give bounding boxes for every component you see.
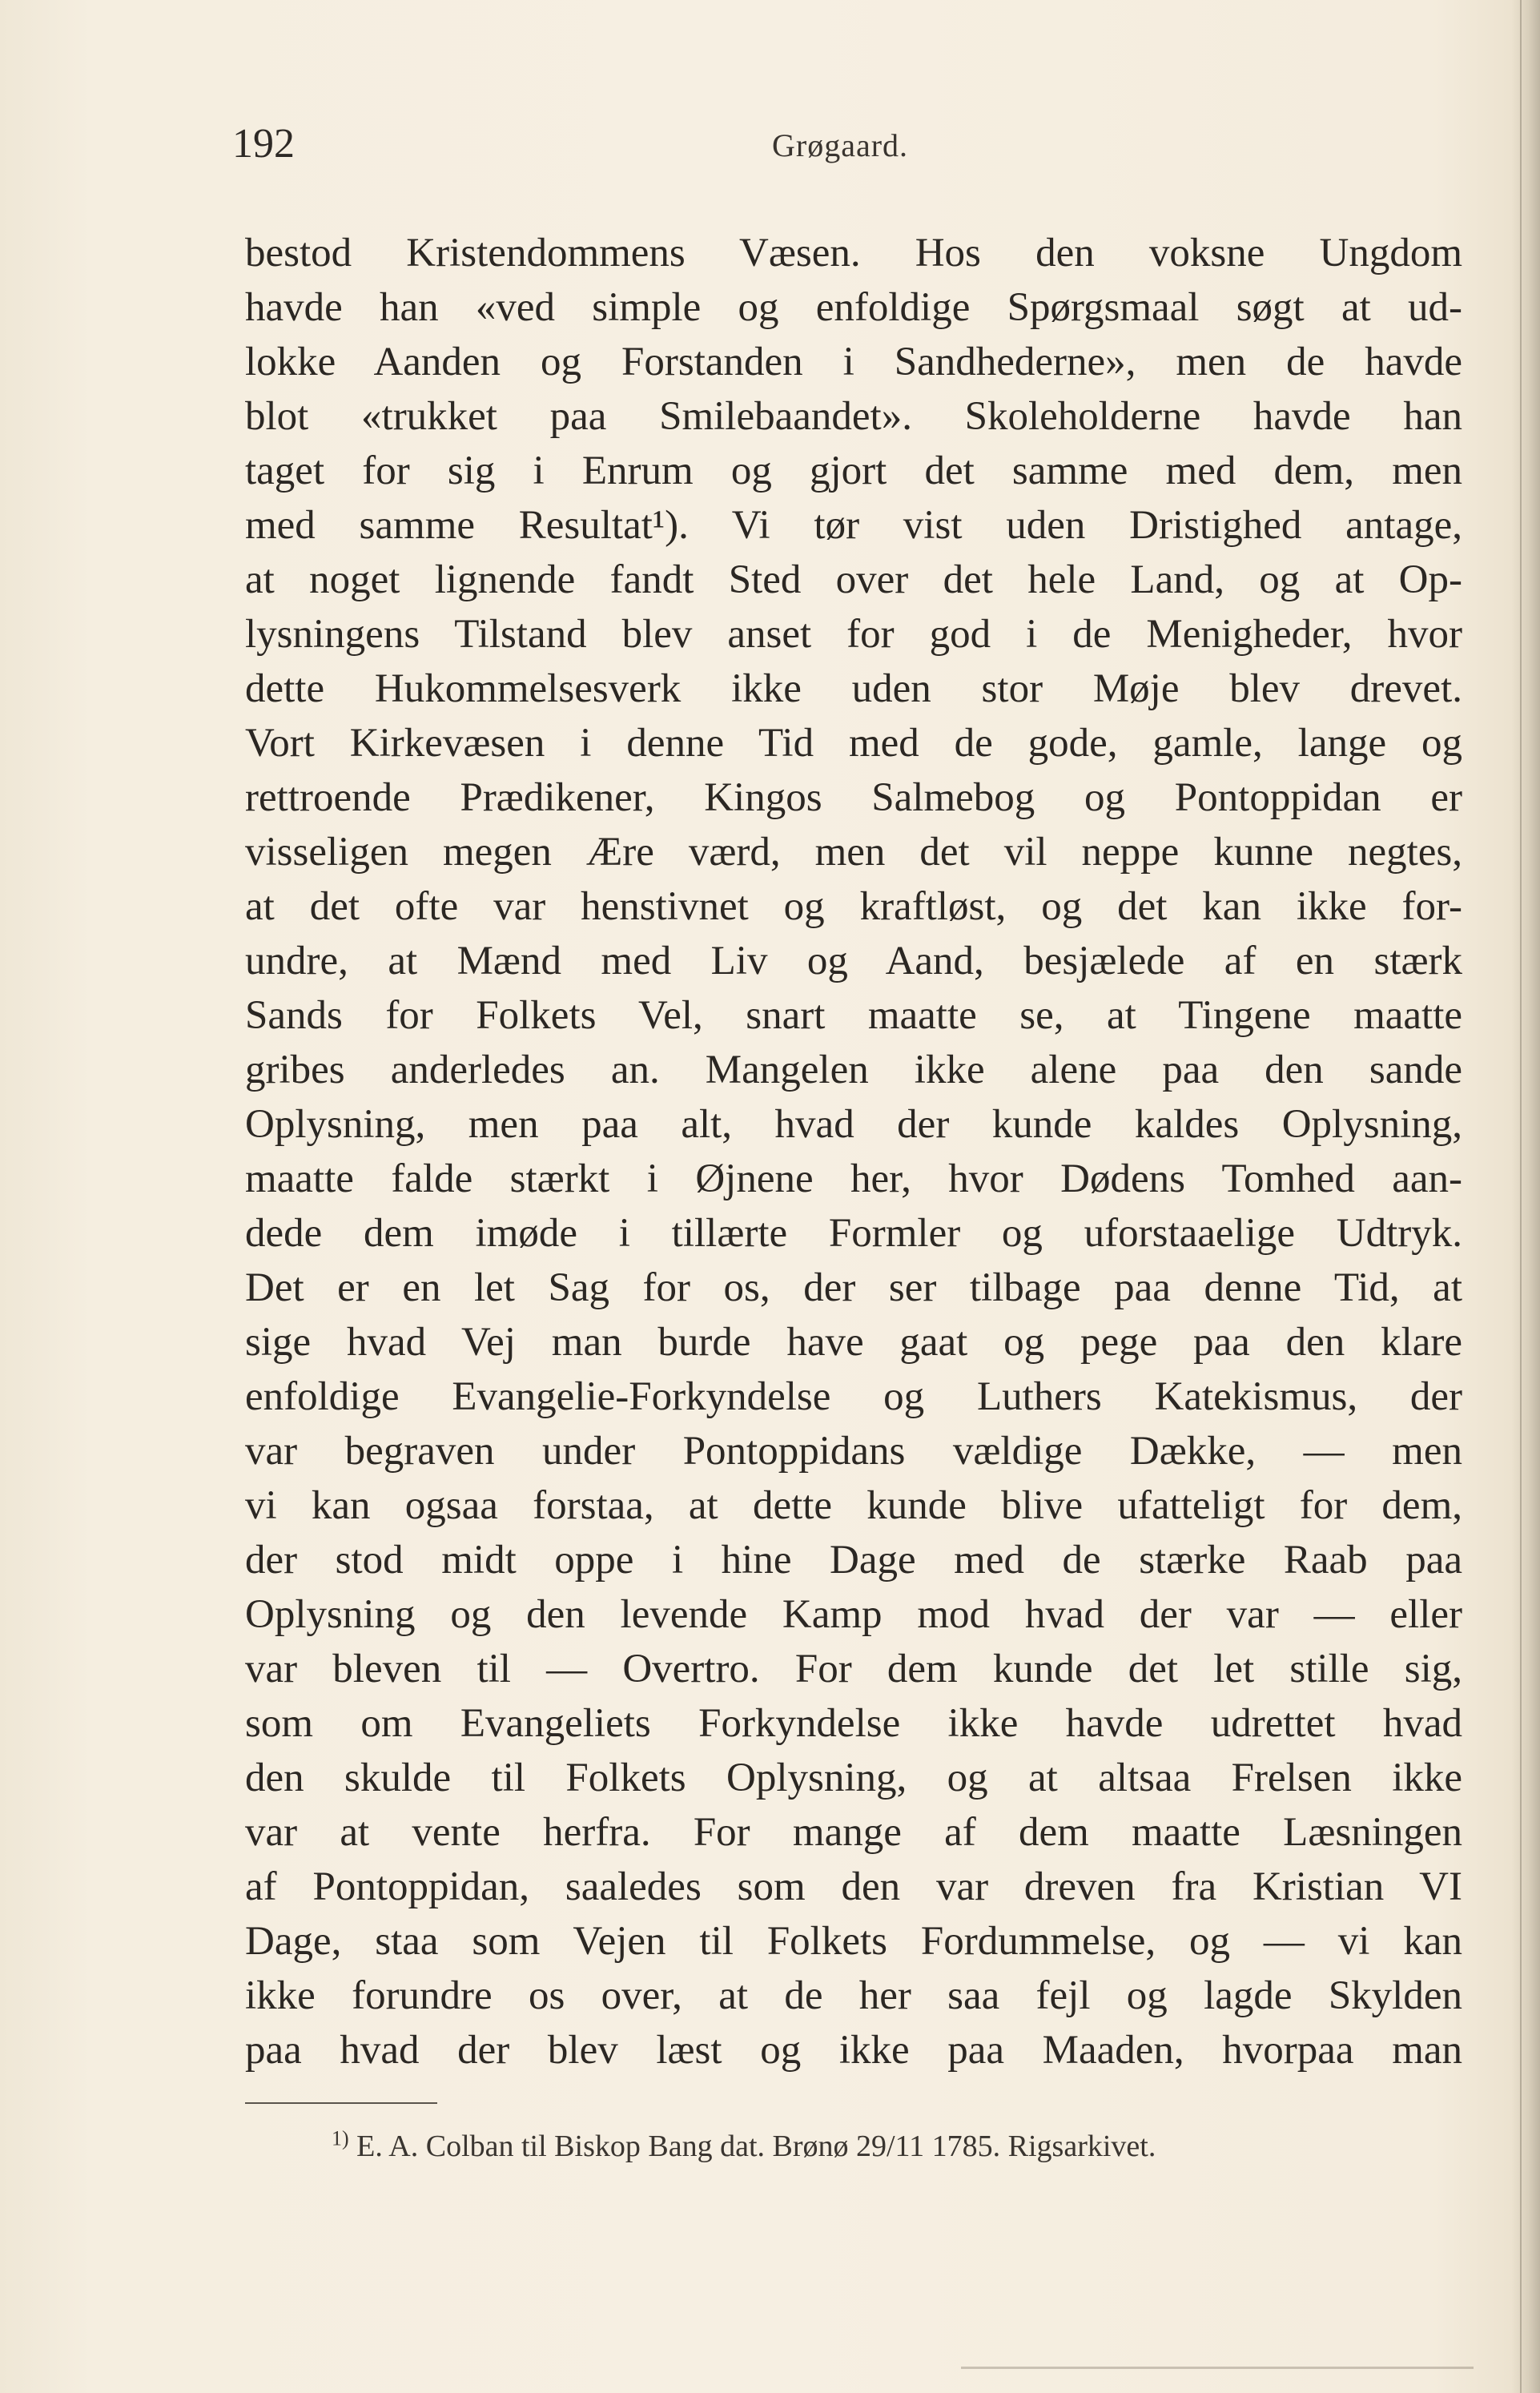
text-line: Oplysning, men paa alt, hvad der kunde kaldes Oplysning, xyxy=(245,1102,1462,1147)
text-line: Oplysning og den levende Kamp mod hvad der var — eller xyxy=(245,1592,1462,1637)
text-line: taget for sig i Enrum og gjort det samme med dem, men xyxy=(245,448,1462,493)
text-line: gribes anderledes an. Mangelen ikke alene paa den sande xyxy=(245,1048,1462,1092)
text-line: havde han «ved simple og enfoldige Spørgsmaal søgt at ud- xyxy=(245,285,1462,330)
text-line: enfoldige Evangelie-Forkyndelse og Luthers Katekismus, der xyxy=(245,1374,1462,1419)
footnote-rule xyxy=(245,2102,437,2104)
text-line: sige hvad Vej man burde have gaat og pege paa den klare xyxy=(245,1320,1462,1365)
text-line: vi kan ogsaa forstaa, at dette kunde blive ufatteligt for dem, xyxy=(245,1483,1462,1528)
text-line: ikke forundre os over, at de her saa fejl og lagde Skylden xyxy=(245,1973,1462,2018)
footnote-marker: 1) xyxy=(332,2126,349,2150)
text-line: lokke Aanden og Forstanden i Sandhederne», men de havde xyxy=(245,340,1462,384)
text-line: lysningens Tilstand blev anset for god i de Menigheder, hvor xyxy=(245,612,1462,657)
page-header xyxy=(232,120,1475,176)
text-line: rettroende Prædikener, Kingos Salmebog og Pontoppidan er xyxy=(245,775,1462,820)
text-line: den skulde til Folkets Oplysning, og at altsaa Frelsen ikke xyxy=(245,1756,1462,1800)
text-line: Dage, staa som Vejen til Folkets Fordummelse, og — vi kan xyxy=(245,1919,1462,1964)
page-number: 192 xyxy=(232,121,295,167)
text-line: maatte falde stærkt i Øjnene her, hvor Dødens Tomhed aan- xyxy=(245,1156,1462,1201)
text-line: blot «trukket paa Smilebaandet». Skoleholderne havde han xyxy=(245,394,1462,439)
text-line: var bleven til — Overtro. For dem kunde det let stille sig, xyxy=(245,1647,1462,1691)
text-line: bestod Kristendommens Væsen. Hos den voksne Ungdom xyxy=(245,231,1462,275)
text-line: Det er en let Sag for os, der ser tilbage paa denne Tid, at xyxy=(245,1265,1462,1310)
text-line: var begraven under Pontoppidans vældige Dække, — men xyxy=(245,1429,1462,1474)
text-line: dede dem imøde i tillærte Formler og uforstaaelige Udtryk. xyxy=(245,1211,1462,1256)
footnote xyxy=(332,2126,1437,2167)
text-line: at det ofte var henstivnet og kraftløst, og det kan ikke for- xyxy=(245,884,1462,929)
body-text xyxy=(245,226,1462,2077)
text-line: undre, at Mænd med Liv og Aand, besjælede af en stærk xyxy=(245,939,1462,983)
text-line: at noget lignende fandt Sted over det hele Land, og at Op- xyxy=(245,557,1462,602)
scan-mark xyxy=(961,2367,1474,2369)
text-line: Vort Kirkevæsen i denne Tid med de gode, gamle, lange og xyxy=(245,721,1462,766)
text-line: med samme Resultat¹). Vi tør vist uden Dristighed antage, xyxy=(245,503,1462,548)
text-line: der stod midt oppe i hine Dage med de stærke Raab paa xyxy=(245,1538,1462,1583)
text-line: som om Evangeliets Forkyndelse ikke havde udrettet hvad xyxy=(245,1701,1462,1746)
text-line: dette Hukommelsesverk ikke uden stor Møje blev drevet. xyxy=(245,666,1462,711)
footnote-text: E. A. Colban til Biskop Bang dat. Brønø 29/11 1785. Rigsarkivet. xyxy=(356,2130,1156,2163)
page-edge-shadow xyxy=(1511,0,1540,2393)
text-line: Sands for Folkets Vel, snart maatte se, at Tingene maatte xyxy=(245,993,1462,1038)
page-edge-line xyxy=(1520,0,1522,2393)
running-head: Grøgaard. xyxy=(772,127,909,163)
text-line: paa hvad der blev læst og ikke paa Maaden, hvorpaa man xyxy=(245,2028,1462,2073)
text-line: af Pontoppidan, saaledes som den var dreven fra Kristian VI xyxy=(245,1864,1462,1909)
text-line: var at vente herfra. For mange af dem maatte Læsningen xyxy=(245,1810,1462,1855)
text-line: visseligen megen Ære værd, men det vil neppe kunne negtes, xyxy=(245,830,1462,875)
